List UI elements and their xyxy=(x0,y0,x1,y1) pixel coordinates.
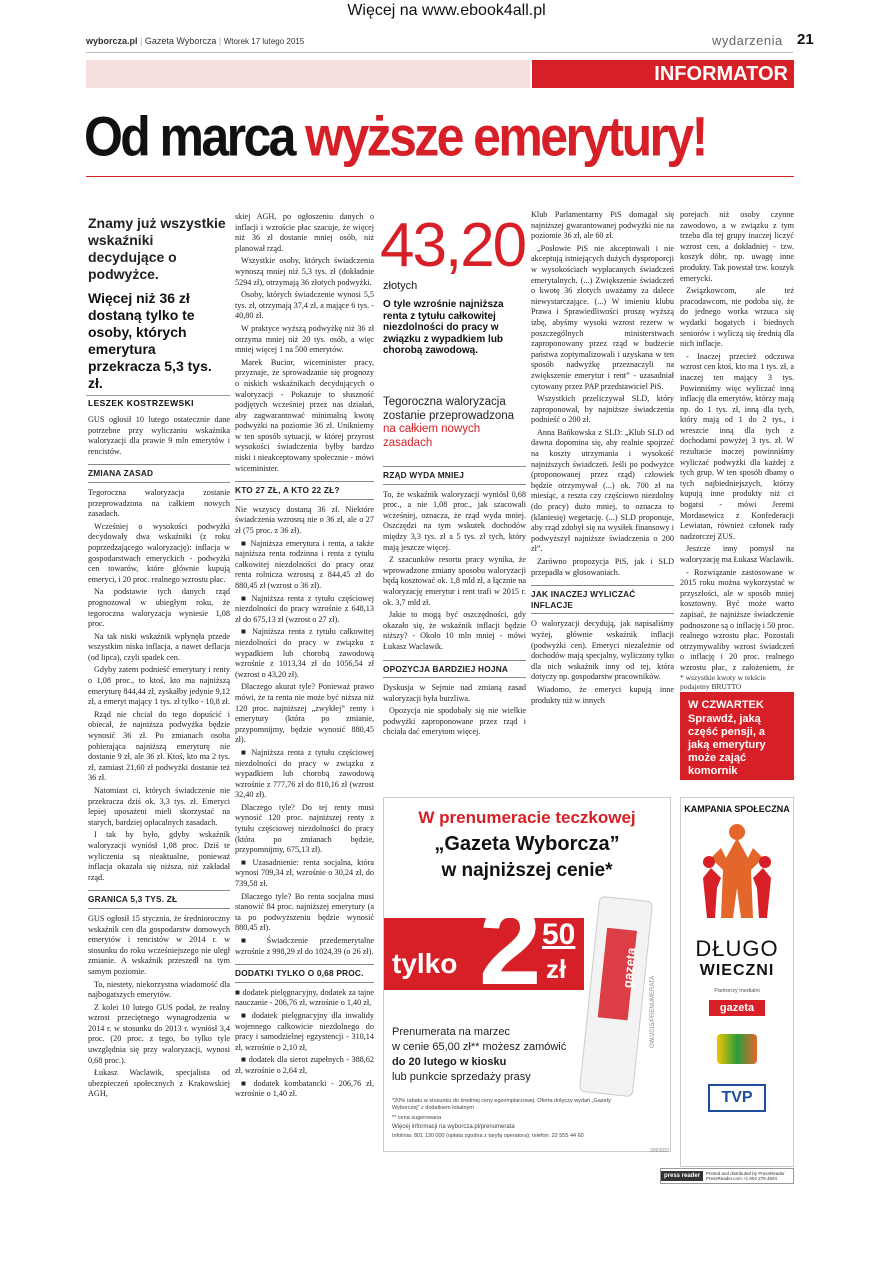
callout-unit: złotych xyxy=(383,280,418,292)
ad-title-2: „Gazeta Wyborcza” xyxy=(434,833,620,855)
paragraph: Natomiast ci, których świadczenie nie przekracza dziś ok. 3,3 tys. zł. Emeryci lepiej uposażeni mieli skorzystać na starych, bardziej opłacalnych zasadach. xyxy=(88,786,230,827)
paragraph: Wszystkie osoby, których świadczenia wynoszą mniej niż 5,3 tys. zł (dokładnie 5294 zł), otrzymają 36 złotych podwyżki. xyxy=(235,256,374,287)
paragraph: ■ Najniższa emerytura i renta, a także najniższa renta rodzinna i renta z tytułu całkowitej niezdolności do pracy oraz renta rolnicza wzrosną z 844,45 zł do 880,45 zł (wzrost o 36 zł). xyxy=(235,538,374,590)
issue-date: Wtorek 17 lutego 2015 xyxy=(223,37,305,46)
lead-highlight: Więcej niż 36 zł dostaną tylko te osoby, których emerytura przekracza 5,3 tys. zł. xyxy=(88,290,212,391)
column-3 xyxy=(383,466,526,786)
subheading-kto-27: KTO 27 ZŁ, A KTO 22 ZŁ? xyxy=(235,481,374,500)
paragraph: Osoby, których świadczenie wynosi 5,5 tys. zł, otrzymają 37,4 zł, a mające 6 tys. - 40,80 zł. xyxy=(235,290,374,321)
campaign-name-1: DŁUGO xyxy=(695,936,779,961)
paragraph: Dlaczego tyle? Bo renta socjalna musi stanowić 84 proc. najniższej emerytury (a ta po podwyższeniu będzie wynosić 880,45 zł). xyxy=(235,891,374,933)
column-2 xyxy=(235,212,374,1157)
section-label: INFORMATOR xyxy=(532,60,794,88)
ad-price-unit: zł xyxy=(546,954,567,984)
paragraph: ■ Świadczenie przedemerytalne wzrośnie z 998,29 zł do 1024,39 (o 26 zł). xyxy=(235,936,374,956)
headline xyxy=(84,104,804,169)
ad-tylko: tylko xyxy=(392,948,458,979)
paragraph: Marek Bucior, wiceminister pracy, przyznaje, że sprowadzanie się prognozy o niskich wskaźnikach decydujących o waloryzacji - Pokazuje to słuszność podjętych wcześniej przez nas działań, aby zagwarantować minimalną kwotę podwyżki na poziomie 36 zł. Unikniemy w ten sposób sytuacji, w której przyrost wysokości świadczenia byłby bardzo niski i nieakceptowany społecznie - mówi wiceminister. xyxy=(235,357,374,473)
paragraph: ■ Najniższa renta z tytułu częściowej niezdolności do pracy w związku z wypadkiem lub chorobą zawodową wzrośnie z 777,76 zł do 810,16 zł (wzrost 32,40 zł). xyxy=(235,747,374,800)
headline-part1: Od marca xyxy=(84,105,294,168)
paragraph: - Rozwiązanie zastosowane w 2015 roku można wykorzystać w przyszłości, ale w sposób mniej kosztowny. Być może warto zapisać, że najniższe świadczenie podnoszone są o inflację i 50 proc. realnego wzrostu płac. Pozostali otrzymywaliby wzrost świadczeń o inflację i 20 proc. realnego wzrostu płac, z założeniem, że xyxy=(680,567,794,672)
paragraph: skiej AGH, po ogłoszeniu danych o inflacji i wzroście płac szacuje, że więcej niż 36 zł dostanie mniej osób, niż planował rząd. xyxy=(235,212,374,253)
promo-box[interactable] xyxy=(680,692,794,780)
partner-logo xyxy=(717,1034,757,1064)
ad-fine-2: ** cena sugerowana xyxy=(392,1115,442,1121)
paragraph: Opozycja nie spodobały się nie wielkie podwyżki zaproponowane przez rząd i chciała dać emerytom więcej. xyxy=(383,706,526,737)
pressreader-logo: press reader xyxy=(661,1171,703,1181)
paragraph: Wcześniej o wysokości podwyżki decydowały dwa wskaźniki (z roku poprzedzającego waloryzację): inflacja w gospodarstwach emeryckich - podwyżki cen towarów, które głównie kupują emeryci, i 20 proc. realnego wzrostu płac. xyxy=(88,521,230,584)
paragraph: Związkowcom, ale też pracodawcom, nie podoba się, że do jednego worka wrzuca się wydatki bogatych i biednych seniorów i wyliczą się średnią dla nich inflacje. xyxy=(680,286,794,349)
ad-fine-1: *20% rabatu w stosunku do średniej ceny egzemplarzowej. Oferta dotyczy wydań „Gazety Wyborczej” z dodatkiem lokalnym xyxy=(392,1098,611,1111)
paragraph: Klub Parlamentarny PiS domagał się najniższej gwarantowanej podwyżki nie na poziomie 36 zł, ale 60 zł. xyxy=(531,210,674,241)
campaign-figures-icon xyxy=(681,818,793,928)
paragraph: - Inaczej przecież odczuwa wzrost cen ktoś, kto ma 1 tys. zł, a inaczej ten mający 3 tys. Powinniśmy więc wyliczać inną inflację dla emerytów, którzy mają np. do 1 tys. zł, inną dla tych, który mają od 1 do 2 tys., i wreszcie inną dla tych z dochodami powyżej 3 tys. zł. W rezultacie inaczej powinniśmy wyliczać podwyżki dla każdej z tych grup. W ten sposób dbamy o tych najbiedniejszych, którzy kupują inne produkty niż ci bogatsi - mówi Jeremi Mordasewicz z Konfederacji Lewiatan, również członek rady nadzorczej ZUS. xyxy=(680,351,794,541)
footnote: * wszystkie kwoty w tekście podajemy BRUTTO xyxy=(680,673,766,691)
paragraph: ■ dodatek kombatancki - 206,76 zł, wzrośnie o 1,40 zł. xyxy=(235,1078,374,1099)
subheading-granica: GRANICA 5,3 TYS. ZŁ xyxy=(88,890,230,909)
intro-paragraph: GUS ogłosił 10 lutego ostatecznie dane potrzebne przy wyliczaniu wskaźnika waloryzacji dla prawie 9 mln emerytów i rencistów. xyxy=(88,415,230,456)
subheading-inflacja: JAK INACZEJ WYLICZAĆ INFLACJE xyxy=(531,585,674,614)
pull-quote xyxy=(383,396,523,450)
subscription-ad[interactable] xyxy=(383,797,671,1152)
paragraph: ■ Najniższa renta z tytułu częściowej niezdolności do pracy wzrośnie z 648,13 zł do 675,13 zł (wzrost o 27 zł). xyxy=(235,593,374,624)
paragraph: To, niestety, niekorzystna wiadomość dla najbogatszych emerytów. xyxy=(88,979,230,1000)
column-5 xyxy=(680,210,794,672)
paragraph: W praktyce wyższą podwyżkę niż 36 zł otrzyma mniej niż 20 tys. osób, a więc mniej więcej 1 na 500 emerytów. xyxy=(235,323,374,355)
headline-rule xyxy=(86,176,794,177)
paragraph: Wszystkich przeliczywał SLD, który zaproponował, by najniższe świadczenia podnieść o 200 zł. xyxy=(531,394,674,425)
paragraph: To, że wskaźnik waloryzacji wyniósł 0,68 proc., a nie 1,08 proc., jak szacowali wcześniej, oznacza, że rząd wyda mniej. Oszczędzi na tym wskutek dochodów między 3,3 tys. zł a 5 tys. zł tych, który mają jeszcze więcej. xyxy=(383,489,526,552)
author: LESZEK KOSTRZEWSKI xyxy=(88,398,194,408)
page-header: wyborcza.pl | Gazeta Wyborcza | Wtorek 17 lutego 2015 xyxy=(86,36,305,46)
campaign-partners: Partnerzy medialni xyxy=(714,988,760,994)
paragraph: porejach niż osoby czynne zawodowo, a w związku z tym trzeba dla tej grupy inaczej liczyć wzrost cen, a dokładniej - tzw. koszyk dóbr, np. uwagę inne produkty. Tak powstał tzw. koszyk emerycki. xyxy=(680,210,794,283)
paragraph: Z kolei 10 lutego GUS podał, że realny wzrost przeciętnego wynagrodzenia w 2014 r. w stosunku do 2013 r. wyniósł 3,4 proc. (20 proc. z tego, bo tylko tyle uwzględnia się przy waloryzacji, wynosi 0,68 proc.). xyxy=(88,1002,230,1065)
paragraph: Gdyby zatem podnieść emerytury i renty o 1,08 proc., to ktoś, kto ma najniższą emeryturę 844,44 zł, zyskałby jedynie 9,12 zł, a emeryt mający 1 tys. zł tylko - 10,8 zł. xyxy=(88,665,230,707)
paragraph: Dyskusja w Sejmie nad zmianą zasad waloryzacji była burzliwa. xyxy=(383,683,526,703)
newspaper-roll-image xyxy=(579,896,653,1098)
ad-side-code: GW/2015/PRENUMERATA xyxy=(650,975,656,1048)
ad-fine-4: Infolinia: 801 130 000 (opłata zgodna z taryfą operatora); telefon: 22 555 44 60 xyxy=(392,1133,584,1139)
headline-part2: wyższe emerytury! xyxy=(305,105,706,168)
paragraph: Anna Bańkowska z SLD: „Klub SLD od dawna dopomina się, aby realnie spojrzeć na koszty utrzymania i wysokość najniższych świadczeń. Jeśli po podwyżce (proponowanej przez rząd) człowiek będzie otrzymywał (...) ok. 700 zł na miesiąc, a reszta czy częściowo niezdolny (do pracy) dużo mniej, to oznacza to (klaniesię) wegetację. (...) SLD proponuje, aby rząd zdobył się na wysiłek finansowy i podwyższył najniższe świadczenia o 200 zł”. xyxy=(531,427,674,554)
paragraph: Na tak niski wskaźnik wpłynęła przede wszystkim niska inflacja, a nawet deflacja (od lipca), czyli spadek cen. xyxy=(88,631,230,662)
ad-title-3: w najniższej cenie* xyxy=(441,860,613,881)
campaign-title: KAMPANIA SPOŁECZNA xyxy=(684,804,790,814)
callout-text: O tyle wzrośnie najniższa renta z tytułu całkowitej niezdolności do pracy w związku z wypadkiem lub chorobą zawodową. xyxy=(383,299,504,356)
paragraph: Na podstawie tych danych rząd prognozował w ubiegłym roku, że tegoroczna waloryzacja wyniesie 1,08 proc. xyxy=(88,587,230,629)
paragraph: ■ Najniższa renta z tytułu całkowitej niezdolności do pracy w związku z wypadkiem lub chorobą zawodową wzrośnie z 1013,34 zł do 1056,54 zł (wzrost o 43,20 zł). xyxy=(235,627,374,679)
roll-logo: gazeta xyxy=(619,946,639,989)
paragraph: Rząd nie chciał do tego dopuścić i obiecał, że najniższa podwyżka będzie wynosić 36 zł. Po zmianach osoba pobierająca najniższą emeryturę nie dostanie 9 zł, ale 36 zł. Ktoś, kto ma 2 tys. zł, zamiast 21,60 zł podwyżki dostanie też 36 zł. xyxy=(88,709,230,783)
callout-number: 43,20 xyxy=(380,211,526,280)
gazeta-logo: gazeta xyxy=(709,1000,765,1016)
paragraph: Jeszcze inny pomysł na waloryzację ma Łukasz Waclawik. xyxy=(680,544,794,564)
pull-quote-highlight: na całkiem nowych zasadach xyxy=(383,423,481,449)
paragraph: I tak by było, gdyby wskaźnik waloryzacji wyniósł 1,08 proc. Dziś te wyliczenia są nieaktualne, ponieważ inflacja okazała się niższa, niż zakładał rząd. xyxy=(88,830,230,882)
paragraph: Nie wszyscy dostaną 36 zł. Niektóre świadczenia wzrosną nie o 36 zł, ale o 27 zł (75 proc. z 36 zł). xyxy=(235,504,374,536)
tvp-logo: TVP xyxy=(708,1084,766,1112)
paragraph: „Posłowie PiS nie akceptowali i nie akceptują istniejących dużych dysproporcji w wysokościach wypłacanych świadczeń emerytalnych. (...) Zwiększenie świadczeń o kwotę 36 złotych uważamy za dalece niewystarczające. (...) W imieniu klubu Prawa i Sprawiedliwości proszę wyższą izbę, abyśmy wysoki wzrost rezerw w poszczególnych ministerstwach zaproponowany przez rząd w budżecie państwa zoptymalizowali i uzyskana w ten sposób nadwyżkę przeznaczyli na zwiększenie emerytur i rent” - uzasadniał cytowany przez PAP przedstawiciel PiS. xyxy=(531,243,674,391)
campaign-box[interactable] xyxy=(680,797,794,1167)
ad-body-3: do 20 lutego w kiosku xyxy=(392,1056,507,1068)
watermark: Więcej na www.ebook4all.pl xyxy=(347,2,546,19)
ad-price-main: 2 xyxy=(479,883,542,1008)
section-name: wydarzenia xyxy=(712,33,783,48)
subheading-opozycja: OPOZYCJA BARDZIEJ HOJNA xyxy=(383,660,526,679)
paragraph: Wiadomo, że emeryci kupują inne produkty niż w innych xyxy=(531,684,674,705)
ad-body-2: w cenie 65,00 zł** możesz zamówić xyxy=(392,1041,567,1053)
column-4 xyxy=(531,210,674,788)
paragraph: Zarówno propozycja PiS, jak i SLD przepadła w głosowaniach. xyxy=(531,557,674,577)
paragraph: Tegoroczna waloryzacja zostanie przeprowadzona na całkiem nowych zasadach. xyxy=(88,487,230,519)
paragraph: Dlaczego akurat tyle? Ponieważ prawo mówi, że ta renta nie może być niższa niż 120 proc. najniższej „zwykłej” renty i emerytury (która po zmianie, przypomnijmy, będzie wynosić 880,45 zł). xyxy=(235,682,374,745)
paragraph: ■ dodatek pielęgnacyjny, dodatek za tajne nauczanie - 206,76 zł, wzrośnie o 1,40 zł, xyxy=(235,987,374,1008)
paragraph: Łukasz Waclawik, specjalista od ubezpieczeń społecznych z Krakowskiej AGH, xyxy=(88,1068,230,1099)
ad-fine-3[interactable]: Więcej informacji na wyborcza.pl/prenumerata xyxy=(392,1124,515,1130)
top-band xyxy=(86,60,530,88)
paragraph: GUS ogłosił 15 stycznia, że średnioroczny wskaźnik cen dla gospodarstw domowych emerytów i rencistów w 2014 r. w stosunku do roku wcześniejszego nie uległ zmianie. A wskaźnik przeszedł na tym samym poziomie. xyxy=(88,913,230,976)
ad-title-1: W prenumeracie teczkowej xyxy=(418,808,636,827)
author-rule xyxy=(86,395,230,396)
pressreader-text: Printed and distributed by PressReader PressReader.com +1 604 278 4604 xyxy=(706,1171,785,1181)
paragraph: ■ Uzasadnienie: renta socjalna, która wynosi 709,34 zł, wzrośnie o 30,24 zł, do 739,58 zł. xyxy=(235,857,374,889)
paragraph: ■ dodatek dla sierot zupełnych - 388,62 zł, wzrośnie o 2,64 zł, xyxy=(235,1055,374,1075)
ad-price-decimals: 50 xyxy=(542,918,576,951)
paper-name: Gazeta Wyborcza xyxy=(144,36,217,46)
ad-body-1: Prenumerata na marzec xyxy=(392,1026,510,1038)
promo-title: W CZWARTEK xyxy=(688,699,764,711)
page-number: 21 xyxy=(797,31,814,48)
paragraph: ■ dodatek pielęgnacyjny dla inwalidy wojennego całkowicie niezdolnego do pracy i samodzielnej egzystencji - 310,14 zł, wzrośnie o 2,10 zł, xyxy=(235,1010,374,1052)
subheading-zmiana-zasad: ZMIANA ZASAD xyxy=(88,464,230,483)
promo-text: Sprawdź, jaką część pensji, a jaką emerytury może zająć komornik xyxy=(688,713,766,777)
pull-quote-text: Tegoroczna waloryzacja zostanie przeprowadzona xyxy=(383,396,515,422)
subheading-rzad: RZĄD WYDA MNIEJ xyxy=(383,466,526,485)
ad-code: 2093937 xyxy=(650,1148,670,1154)
ad-body-4: lub punkcie sprzedaży prasy xyxy=(392,1071,531,1083)
lead-text: Znamy już wszystkie wskaźniki decydujące o podwyżce. xyxy=(88,215,226,282)
paragraph: Z szacunków resortu pracy wynika, że wprowadzone zmiany sposobu waloryzacji będą kosztować ok. 1,8 mld zł, a łącznie na waloryzację emerytur i rent trafi w 2015 r. ok. 3,7 mld zł. xyxy=(383,555,526,607)
header-rule xyxy=(86,52,793,53)
paragraph: O waloryzacji decydują, jak napisaliśmy wyżej, głównie wskaźnik inflacji (podwyżki cen). Emeryci niezależnie od dochodów mają specjalny, wyliczony tylko dla nich wskaźnik inny od tej, która dotyczy np. gospodarstw pracowników. xyxy=(531,619,674,682)
paragraph: Jakie to mogą być oszczędności, gdy okazało się, że wskaźnik inflacji będzie niższy? - Około 10 mln mniej - mówi Łukasz Waclawik. xyxy=(383,610,526,651)
campaign-name-2: WIECZNI xyxy=(699,962,775,979)
site-link[interactable]: wyborcza.pl xyxy=(86,36,138,46)
column-1 xyxy=(88,415,230,1155)
pressreader-badge[interactable] xyxy=(660,1168,794,1184)
paragraph: Dlaczego tyle? Do tej renty musi wynosić 120 proc. najniższej renty z tytułu częściowej niezdolności do pracy (która po zmianach będzie, przypomnijmy, 675,13 zł). xyxy=(235,802,374,855)
subheading-dodatki: DODATKI TYLKO O 0,68 PROC. xyxy=(235,964,374,983)
